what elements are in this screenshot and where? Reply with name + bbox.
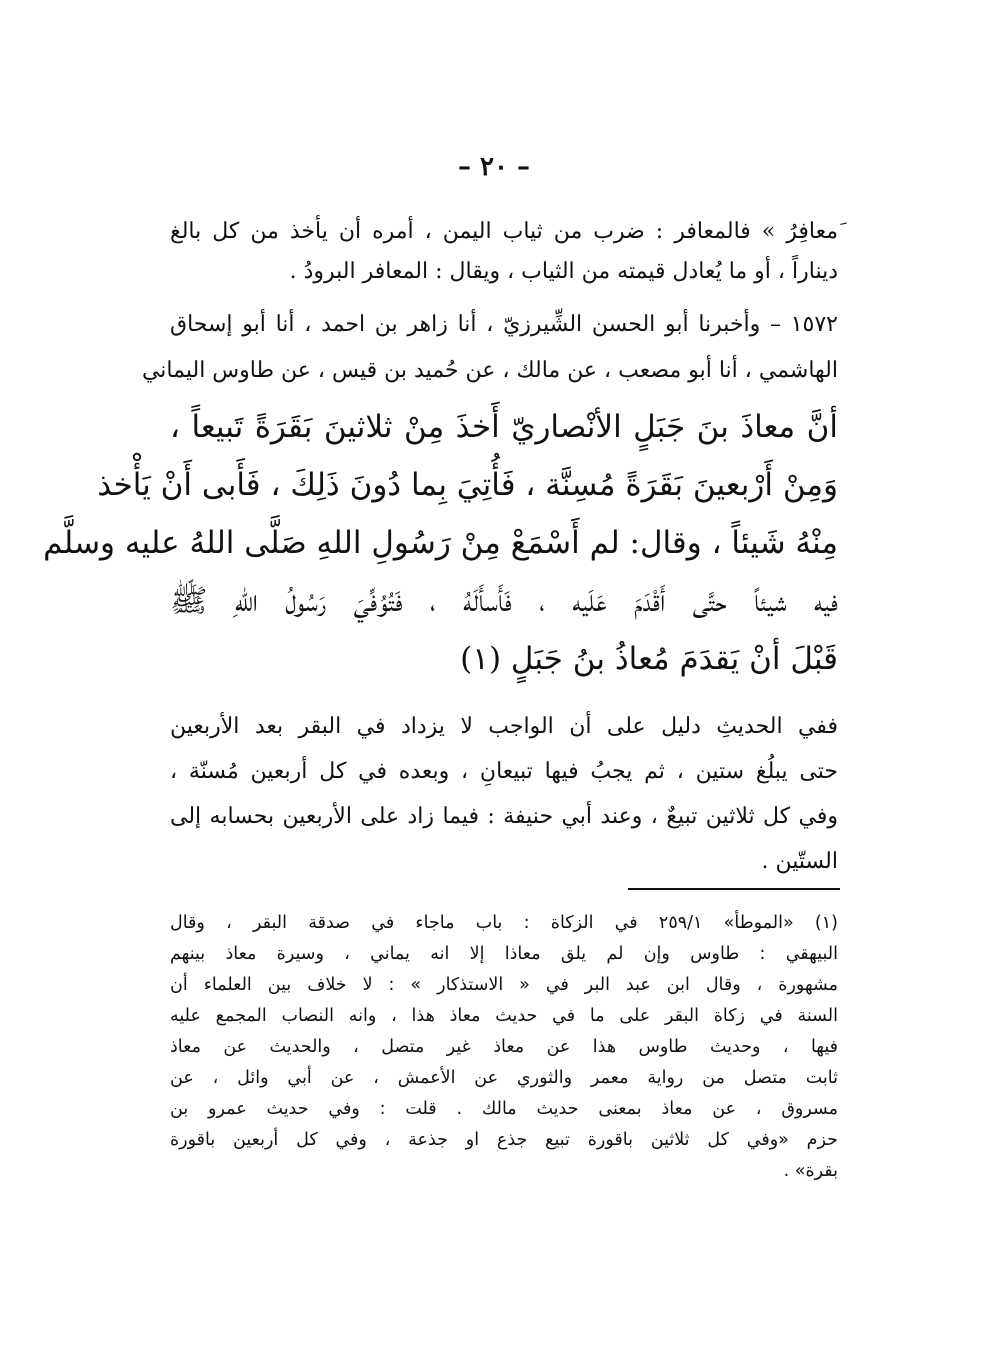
footnote-line: حزم «وفي كل ثلاثين باقورة تبيع جذع او جذعة ، وفي كل أربعين باقورة <box>170 1130 838 1150</box>
footnote-line: بقرة» . <box>783 1161 838 1181</box>
footnote-line: ثابت متصل من رواية معمر والثوري عن الأعمش ، عن أبي وائل ، عن <box>170 1068 838 1088</box>
hadith-line: وَمِنْ أَرْبعينَ بَقَرَةً مُسِنَّة ، فَأُتِيَ بِما دُونَ ذَلِكَ ، فَأَبى أَنْ يَأْخذ <box>97 467 838 503</box>
hadith-line: أنَّ معاذَ بنَ جَبَلٍ الأنْصاريّ أَخذَ مِنْ ثلاثينَ بَقَرَةً تَبيعاً ، <box>170 409 838 445</box>
text-line: الهاشمي ، أنا أبو مصعب ، عن مالك ، عن حُميد بن قيس ، عن طاوس اليماني <box>141 358 838 383</box>
text-line: ففي الحديثِ دليل على أن الواجب لا يزداد في البقر بعد الأربعين <box>170 714 838 739</box>
footnote-separator <box>628 888 840 890</box>
footnote-line: فيها ، وحديث طاوس هذا عن معاذ غير متصل ، والحديث عن معاذ <box>170 1037 838 1057</box>
footnote-line: مشهورة ، وقال ابن عبد البر في « الاستذكار » : لا خلاف بين العلماء أن <box>170 975 838 995</box>
text-line: ديناراً ، أو ما يُعادل قيمته من الثياب ، ويقال : المعافر البرودُ . <box>289 259 838 284</box>
text-line: ١٥٧٢ – وأخبرنا أبو الحسن الشِّيرزيّ ، أنا زاهر بن احمد ، أنا أبو إسحاق <box>170 312 838 337</box>
footnote <box>170 908 838 1187</box>
footnote-line: السنة في زكاة البقر على ما في حديث معاذ هذا ، وانه النصاب المجمع عليه <box>170 1006 838 1026</box>
hadith-line: مِنْهُ شَيئاً ، وقال: لم أَسْمَعْ مِنْ رَسُولِ اللهِ صَلَّى اللهُ عليه وسلَّم <box>43 525 838 561</box>
page-number: – ٢٠ – <box>457 152 531 182</box>
footnote-line: (١) «الموطأ» ٢٥٩/١ في الزكاة : باب ماجاء في صدقة البقر ، وقال <box>170 913 838 933</box>
footnote-line: البيهقي : طاوس وإن لم يلق معاذا إلا انه يماني ، وسيرة معاذ بينهم <box>170 944 838 964</box>
narration-paragraph <box>141 302 838 394</box>
hadith-line: فيه شيئاً حتَّى أَقْدَمَ عَلَيه ، فَأَسأَلَهُ ، فَتُوُفِّيَ رَسُولُ اللهِ ﷺ <box>170 583 839 619</box>
hadith-line: قَبْلَ أنْ يَقدَمَ مُعاذُ بنُ جَبَلٍ (١) <box>460 641 838 677</box>
text-line: حتى يبلُغ ستين ، ثم يجبُ فيها تبيعانِ ، وبعده في كل أربعين مُسنّة ، <box>170 759 838 784</box>
intro-paragraph <box>170 212 838 292</box>
footnote-line: مسروق ، عن معاذ بمعنى حديث مالك . قلت : وفي حديث عمرو بن <box>170 1099 838 1119</box>
text-line: َمعافِرُ » فالمعافر : ضرب من ثياب اليمن ، أمره أن يأخذ من كل بالغ <box>170 219 838 244</box>
text-line: وفي كل ثلاثين تبيعٌ ، وعند أبي حنيفة : فيما زاد على الأربعين بحسابه إلى <box>170 804 838 829</box>
hadith-paragraph <box>43 398 839 688</box>
commentary-paragraph <box>170 704 838 884</box>
text-line: الستّين . <box>761 849 838 874</box>
